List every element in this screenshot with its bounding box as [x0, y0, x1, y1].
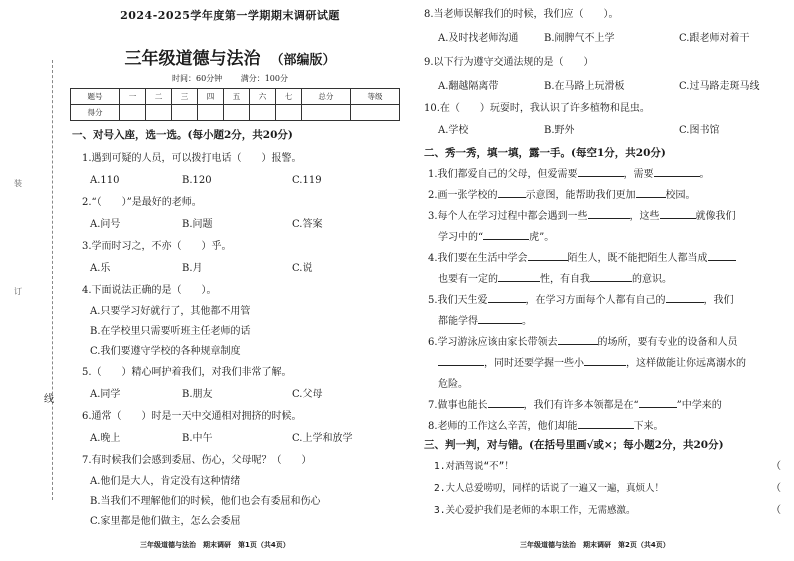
score-header-cell: 三 — [171, 89, 197, 105]
score-cell[interactable] — [119, 105, 145, 121]
exam-meta — [60, 73, 400, 84]
score-header-cell: 七 — [275, 89, 301, 105]
option-b[interactable]: B.当我们不理解他们的时候，他们也会有委屈和伤心 — [90, 496, 321, 507]
fill-blank[interactable] — [578, 418, 634, 429]
section-1 — [72, 126, 407, 526]
fill-blank[interactable] — [478, 313, 522, 324]
option-a[interactable]: A.翻越隔离带 — [438, 81, 499, 92]
fill-blank[interactable] — [588, 208, 630, 219]
score-header-cell: 等级 — [350, 89, 399, 105]
option-c[interactable]: C.说 — [292, 263, 313, 274]
question-9: 9.以下行为遵守交通法规的是（ ） — [424, 57, 594, 68]
section-3-title: 三、判一判，对与错。(在括号里画√或×；每小题2分，共20分) — [424, 439, 724, 451]
section-2-title: 二、秀一秀，填一填，露一手。(每空1分，共20分) — [424, 147, 666, 159]
fill-question-6 — [428, 334, 738, 352]
fill-blank[interactable] — [438, 355, 484, 366]
score-table-score-row — [71, 105, 400, 121]
option-c[interactable]: C.119 — [292, 175, 322, 186]
fill-text: 7.做事也能长 — [428, 400, 488, 411]
fill-blank[interactable] — [666, 292, 704, 303]
fill-text: ，这样做能让你远离溺水的 — [626, 358, 746, 369]
fill-blank[interactable] — [498, 271, 540, 282]
score-header-cell: 四 — [197, 89, 223, 105]
option-c[interactable]: C.我们要遵守学校的各种规章制度 — [90, 346, 241, 357]
score-cell[interactable] — [350, 105, 399, 121]
option-b[interactable]: B.朋友 — [182, 389, 213, 400]
score-cell[interactable] — [197, 105, 223, 121]
fill-question-5 — [428, 292, 734, 310]
option-c[interactable]: C.过马路走斑马线 — [679, 81, 760, 92]
fill-blank[interactable] — [488, 397, 524, 408]
fill-blank[interactable] — [528, 250, 568, 261]
fill-question-4 — [428, 250, 736, 268]
fill-question-2 — [428, 187, 696, 205]
option-a[interactable]: A.学校 — [438, 125, 469, 136]
fill-text: 虎”。 — [529, 232, 555, 243]
judge-question-3: 3.关心爱护我们是老师的本职工作，无需感激。 — [434, 505, 636, 516]
question-1: 1.遇到可疑的人员，可以拨打电话（ ）报警。 — [82, 153, 302, 164]
option-b[interactable]: B.120 — [182, 175, 212, 186]
binding-margin — [0, 0, 58, 561]
option-b[interactable]: B.中午 — [182, 433, 213, 444]
fill-text: 都能学得 — [438, 316, 478, 327]
fill-text: 陌生人，既不能把陌生人都当成 — [567, 253, 708, 264]
fill-blank[interactable] — [584, 355, 626, 366]
fill-text: ，同时还要学握一些小 — [484, 358, 584, 369]
judge-question-1: 1.对酒驾说“不”！ — [434, 461, 514, 472]
score-table — [70, 88, 400, 121]
fill-blank[interactable] — [488, 292, 526, 303]
option-b[interactable]: B.在马路上玩滑板 — [544, 81, 625, 92]
edition-label: （部编版） — [270, 53, 336, 68]
fill-question-3-line-2 — [438, 229, 554, 247]
fill-question-3 — [428, 208, 736, 226]
fill-text: ，这些 — [629, 211, 660, 222]
margin-mark-2: 订 — [14, 287, 22, 296]
judge-answer-paren[interactable]: （ — [771, 505, 781, 516]
fill-text: 。 — [699, 169, 710, 180]
score-cell[interactable] — [275, 105, 301, 121]
option-a[interactable]: A.110 — [90, 175, 120, 186]
fill-text: ，在学习方面每个人都有自己的 — [525, 295, 666, 306]
fill-text: ，我们有许多本领都是在“ — [523, 400, 639, 411]
option-b[interactable]: B.野外 — [544, 125, 575, 136]
fill-text: 。 — [522, 316, 532, 327]
margin-mark-3: 线 — [44, 394, 54, 405]
question-2: 2.“（ ）”是最好的老师。 — [82, 197, 202, 208]
exam-title: 2024-2025学年度第一学期期末调研试题 — [120, 9, 340, 22]
fill-question-7 — [428, 397, 722, 415]
fill-text: 6.学习游泳应该由家长带领去 — [428, 337, 558, 348]
fill-blank[interactable] — [708, 250, 736, 261]
option-a[interactable]: A.乐 — [90, 263, 111, 274]
score-cell[interactable] — [249, 105, 275, 121]
option-a[interactable]: A.同学 — [90, 389, 121, 400]
question-6: 6.通常（ ）时是一天中交通相对拥挤的时候。 — [82, 411, 302, 422]
fill-blank[interactable] — [654, 166, 700, 177]
full-score-label: 满分：100分 — [240, 74, 288, 83]
option-c[interactable]: C.上学和放学 — [292, 433, 353, 444]
fill-text: ”中学来的 — [676, 400, 722, 411]
score-header-cell: 总分 — [301, 89, 350, 105]
option-a[interactable]: A.只要学习好就行了，其他都不用管 — [90, 306, 251, 317]
fill-blank[interactable] — [590, 271, 632, 282]
fill-blank[interactable] — [578, 166, 624, 177]
fill-text: 2.画一张学校的 — [428, 190, 498, 201]
question-3: 3.学而时习之，不亦（ ）乎。 — [82, 241, 232, 252]
fill-text: 1.我们都爱自己的父母，但爱需要 — [428, 169, 578, 180]
binding-line — [52, 60, 53, 500]
fill-text: 校园。 — [665, 190, 696, 201]
judge-answer-paren[interactable]: （ — [771, 483, 781, 494]
fill-blank[interactable] — [498, 187, 526, 198]
option-b[interactable]: B.问题 — [182, 219, 213, 230]
fill-text: 就像我们 — [695, 211, 736, 222]
time-label: 时间：60分钟 — [171, 74, 223, 83]
question-4: 4.下面说法正确的是（ ）。 — [82, 285, 217, 296]
fill-text: 5.我们天生爱 — [428, 295, 488, 306]
fill-text: 的意识。 — [632, 274, 672, 285]
fill-text: 8.老师的工作这么辛苦，他们却能 — [428, 421, 578, 432]
section-1-title: 一、对号入座，选一选。(每小题2分，共20分) — [72, 129, 293, 141]
fill-text: 的场所，要有专业的设备和人员 — [597, 337, 738, 348]
fill-text: 示意图，能帮助我们更加 — [525, 190, 636, 201]
option-b[interactable]: B.闹脾气不上学 — [544, 33, 615, 44]
option-c[interactable]: C.答案 — [292, 219, 323, 230]
subject-title — [60, 44, 400, 69]
score-row-label: 得分 — [71, 105, 120, 121]
score-header-cell: 题号 — [71, 89, 120, 105]
option-c[interactable]: C.跟老师对着干 — [679, 33, 750, 44]
fill-question-6-line-2 — [438, 355, 746, 373]
page-2-footer: 三年级道德与法治 期末调研 第2页（共4页） — [520, 541, 670, 549]
question-5: 5.（ ）精心呵护着我们，对我们非常了解。 — [82, 367, 292, 378]
fill-question-5-line-2 — [438, 313, 532, 331]
page-1-footer: 三年级道德与法治 期末调研 第1页（共4页） — [140, 541, 290, 549]
subject-name: 三年级道德与法治 — [124, 49, 261, 69]
option-a[interactable]: A.问号 — [90, 219, 121, 230]
question-10: 10.在（ ）玩耍时，我认识了许多植物和昆虫。 — [424, 103, 650, 114]
fill-blank[interactable] — [558, 334, 598, 345]
fill-question-6-line-3: 危险。 — [438, 379, 468, 390]
fill-blank[interactable] — [660, 208, 696, 219]
judge-question-2: 2.大人总爱唠叨，同样的话说了一遍又一遍，真烦人！ — [434, 483, 664, 494]
option-a[interactable]: A.他们是大人，肯定没有这种情绪 — [90, 476, 241, 487]
score-cell[interactable] — [145, 105, 171, 121]
score-cell[interactable] — [171, 105, 197, 121]
fill-blank[interactable] — [636, 187, 666, 198]
fill-blank[interactable] — [639, 397, 677, 408]
option-c[interactable]: C.父母 — [292, 389, 323, 400]
fill-text: 也要有一定的 — [438, 274, 498, 285]
option-b[interactable]: B.月 — [182, 263, 203, 274]
score-cell[interactable] — [223, 105, 249, 121]
score-header-cell: 五 — [223, 89, 249, 105]
fill-question-1 — [428, 166, 710, 184]
fill-text: 4.我们要在生活中学会 — [428, 253, 528, 264]
fill-text: 下来。 — [633, 421, 664, 432]
fill-text: 学习中的“ — [438, 232, 484, 243]
fill-text: ，我们 — [703, 295, 734, 306]
page-2-content — [424, 6, 792, 526]
score-cell[interactable] — [301, 105, 350, 121]
question-7: 7.有时候我们会感到委屈、伤心，父母呢？（ ） — [82, 455, 312, 466]
option-a[interactable]: A.晚上 — [90, 433, 121, 444]
fill-text: ，需要 — [623, 169, 654, 180]
option-b[interactable]: B.在学校里只需要听班主任老师的话 — [90, 326, 251, 337]
option-c[interactable]: C.图书馆 — [679, 125, 720, 136]
fill-blank[interactable] — [483, 229, 529, 240]
score-header-cell: 二 — [145, 89, 171, 105]
option-c[interactable]: C.家里都是他们做主，怎么会委屈 — [90, 516, 241, 527]
fill-text: 性，有自我 — [540, 274, 590, 285]
fill-question-4-line-2 — [438, 271, 672, 289]
score-header-cell: 六 — [249, 89, 275, 105]
score-header-cell: 一 — [119, 89, 145, 105]
exam-page-2 — [410, 0, 794, 561]
option-a[interactable]: A.及时找老师沟通 — [438, 33, 519, 44]
score-table-header-row — [71, 89, 400, 105]
judge-answer-paren[interactable]: （ — [771, 461, 781, 472]
question-8: 8.当老师误解我们的时候，我们应（ ）。 — [424, 9, 619, 20]
margin-mark-1: 装 — [14, 179, 22, 188]
fill-question-8 — [428, 418, 664, 436]
fill-text: 3.每个人在学习过程中都会遇到一些 — [428, 211, 588, 222]
